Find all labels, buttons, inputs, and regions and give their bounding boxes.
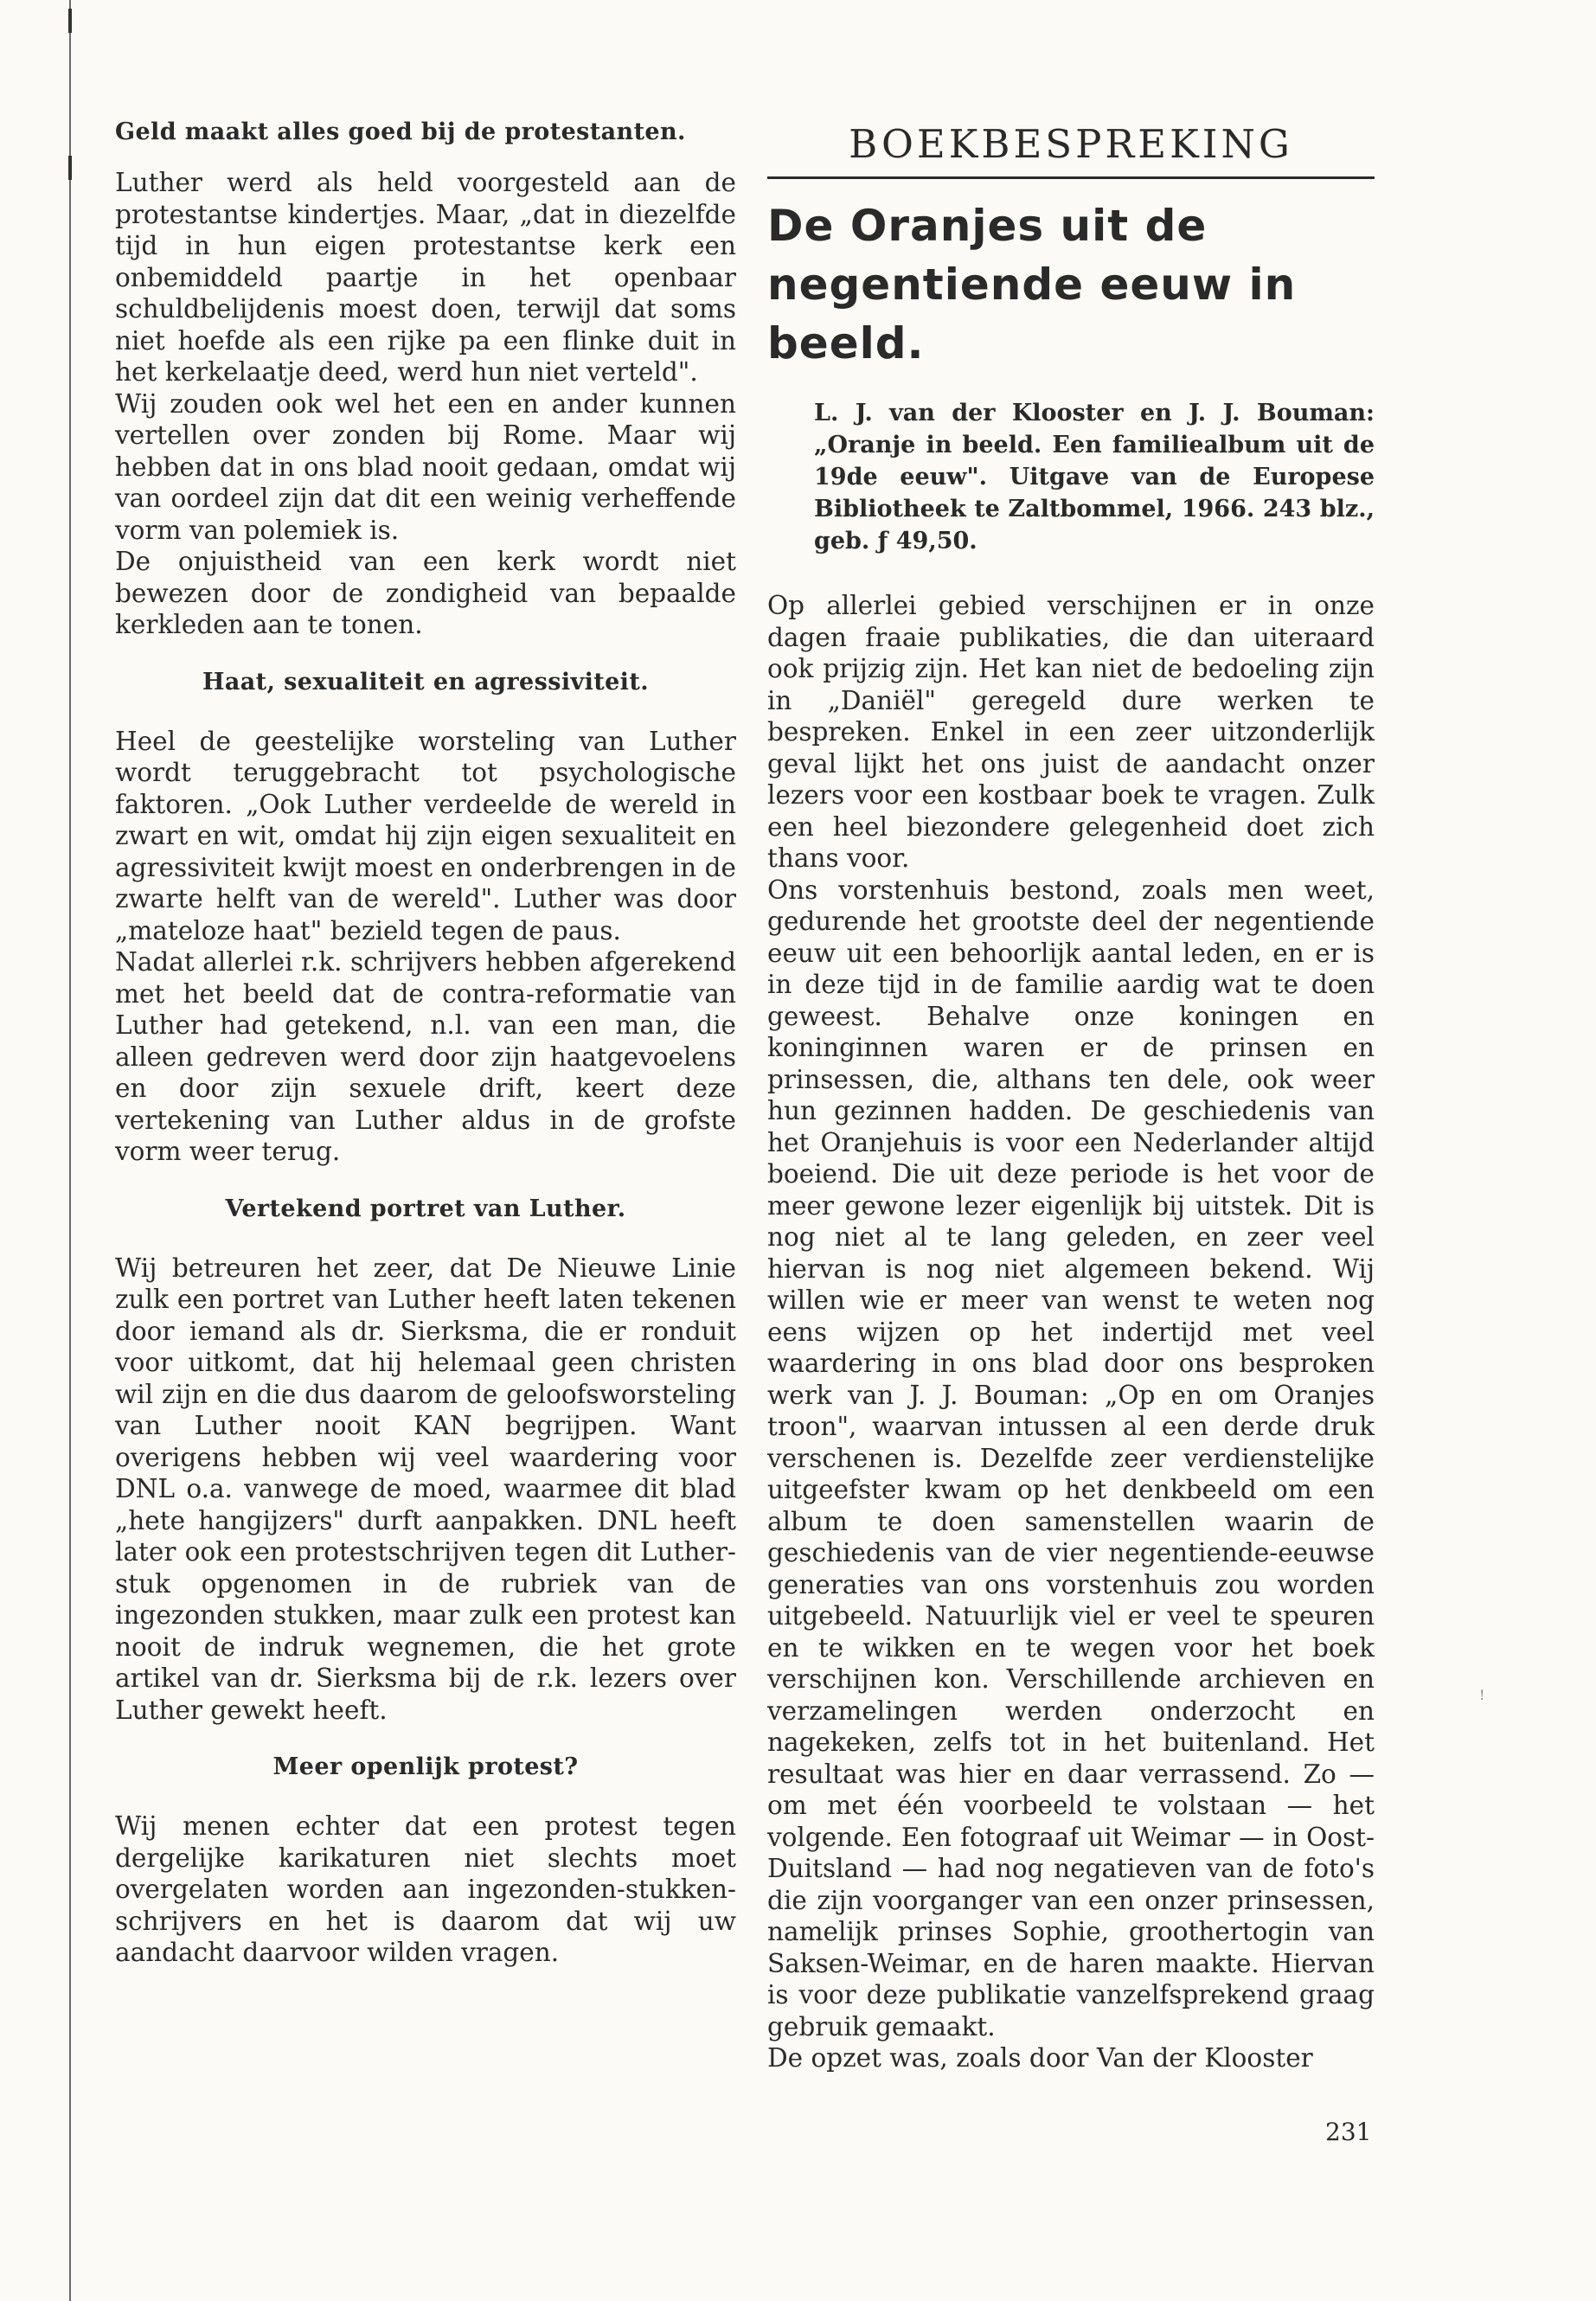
paragraph: Heel de geestelijke worsteling van Luther wordt teruggebracht tot psychologische faktoren. „Ook Luther verdeelde de wereld in zwart en wit, omdat hij zijn eigen sexualiteit en agressiviteit kwijt moest en onderbrengen in de zwarte helft van de wereld". Luther was door „mateloze haat" bezield tegen de paus. xyxy=(115,726,736,945)
heading-portrait: Vertekend portret van Luther. xyxy=(225,1195,626,1222)
heading-protest: Meer openlijk protest? xyxy=(272,1753,579,1780)
book-bibliography: L. J. van der Klooster en J. J. Bouman: „Oranje in beeld. Een familiealbum uit de 19de eeuw". Uitgave van de Europese Bibliotheek te Zaltbommel, 1966. 243 blz., geb. ƒ 49,50. xyxy=(814,400,1375,554)
left-column xyxy=(115,117,736,1969)
scan-edge-tick xyxy=(68,156,72,180)
section-label: BOEKBESPREKING xyxy=(849,121,1293,167)
paragraph: De opzet was, zoals door Van der Klooster xyxy=(767,2043,1313,2073)
section-rule xyxy=(767,176,1375,179)
paragraph: Ons vorstenhuis bestond, zoals men weet, gedurende het grootste deel der negentiende eeuw uit een behoorlijk aantal leden, en er is in deze tijd in de familie aardig wat te doen geweest. Behalve onze koningen en koninginnen waren er de prinsen en prinsessen, die, althans ten dele, ook weer hun gezinnen hadden. De geschiedenis van het Oranjehuis is voor een Nederlander altijd boeiend. Die uit deze periode is het voor de meer gewone lezer eigenlijk bij uitstek. Dit is nog niet al te lang geleden, en zeer veel hiervan is nog niet algemeen bekend. Wij willen wie er meer van wenst te weten nog eens wijzen op het indertijd met veel waardering in ons blad door ons besproken werk van J. J. Bouman: „Op en om Oranjes troon", waarvan intussen al een derde druk verschenen is. Dezelfde zeer verdienstelijke uitgeefster kwam op het denkbeeld om een album te doen samenstellen waarin de geschiedenis van de vier negentiende-eeuwse generaties van ons vorstenhuis zou worden uitgebeeld. Natuurlijk viel er veel te speuren en te wikken en te wegen voor het boek verschijnen kon. Verschillende archieven en verzamelingen werden onderzocht en nagekeken, zelfs tot in het buitenland. Het resultaat was hier en daar verrassend. Zo — om met één voorbeeld te volstaan — het volgende. Een fotograaf uit Weimar — in Oost-Duitsland — had nog negatieven van de foto's die zijn voorganger van een onzer prinsessen, namelijk prinses Sophie, groothertogin van Saksen-Weimar, en de haren maakte. Hiervan is voor deze publikatie vanzelfsprekend graag gebruik gemaakt. xyxy=(767,875,1375,2041)
heading-hatred: Haat, sexualiteit en agressiviteit. xyxy=(202,668,650,695)
book-title: De Oranjes uit de negentiende eeuw in beeld. xyxy=(767,201,1297,369)
paragraph: Luther werd als held voorgesteld aan de protestantse kindertjes. Maar, „dat in diezelfde tijd in hun eigen protestantse kerk een onbemiddeld paartje in het openbaar schuldbelijdenis moest doen, terwijl dat soms niet hoefde als een rijke pa een flinke duit in het kerkelaatje deed, werd hun niet verteld". xyxy=(115,168,736,387)
scan-edge-line xyxy=(69,0,71,2301)
paragraph: Wij betreuren het zeer, dat De Nieuwe Linie zulk een portret van Luther heeft laten tekenen door iemand als dr. Sierksma, die er ronduit voor uitkomt, dat hij helemaal geen christen wil zijn en die dus daarom de geloofsworsteling van Luther nooit KAN begrijpen. Want overigens hebben wij veel waardering voor DNL o.a. vanwege de moed, waarmee dit blad „hete hangijzers" durft aanpakken. DNL heeft later ook een protestschrijven tegen dit Luther-stuk opgenomen in de rubriek van de ingezonden stukken, maar zulk een protest kan nooit de indruk wegnemen, die het grote artikel van dr. Sierksma bij de r.k. lezers over Luther gewekt heeft. xyxy=(115,1253,736,1725)
margin-mark: ! xyxy=(1479,1687,1485,1703)
paragraph: Op allerlei gebied verschijnen er in onze dagen fraaie publikaties, die dan uiteraard ook prijzig zijn. Het kan niet de bedoeling zijn in „Daniël" geregeld dure werken te bespreken. Enkel in een zeer uitzonderlijk geval lijkt het ons juist de aandacht onzer lezers voor een kostbaar boek te vragen. Zulk een heel biezondere gelegenheid doet zich thans voor. xyxy=(767,591,1375,873)
paragraph: De onjuistheid van een kerk wordt niet bewezen door de zondigheid van bepaalde kerkleden aan te tonen. xyxy=(115,547,736,639)
scan-edge-tick xyxy=(68,9,72,33)
paragraph: Nadat allerlei r.k. schrijvers hebben afgerekend met het beeld dat de contra-reformatie van Luther had getekend, n.l. van een man, die alleen gedreven werd door zijn haatgevoelens en door zijn sexuele drift, keert deze vertekening van Luther aldus in de grofste vorm weer terug. xyxy=(115,947,736,1166)
right-column xyxy=(767,119,1375,2074)
page-number: 231 xyxy=(1325,2118,1372,2146)
heading-money: Geld maakt alles goed bij de protestanten. xyxy=(115,119,686,145)
paragraph: Wij menen echter dat een protest tegen dergelijke karikaturen niet slechts moet overgelaten worden aan ingezonden-stukken-schrijvers en het is daarom dat wij uw aandacht daarvoor wilden vragen. xyxy=(115,1811,736,1967)
paragraph: Wij zouden ook wel het een en ander kunnen vertellen over zonden bij Rome. Maar wij hebben dat in ons blad nooit gedaan, omdat wij van oordeel zijn dat dit een weinig verheffende vorm van polemiek is. xyxy=(115,388,736,545)
